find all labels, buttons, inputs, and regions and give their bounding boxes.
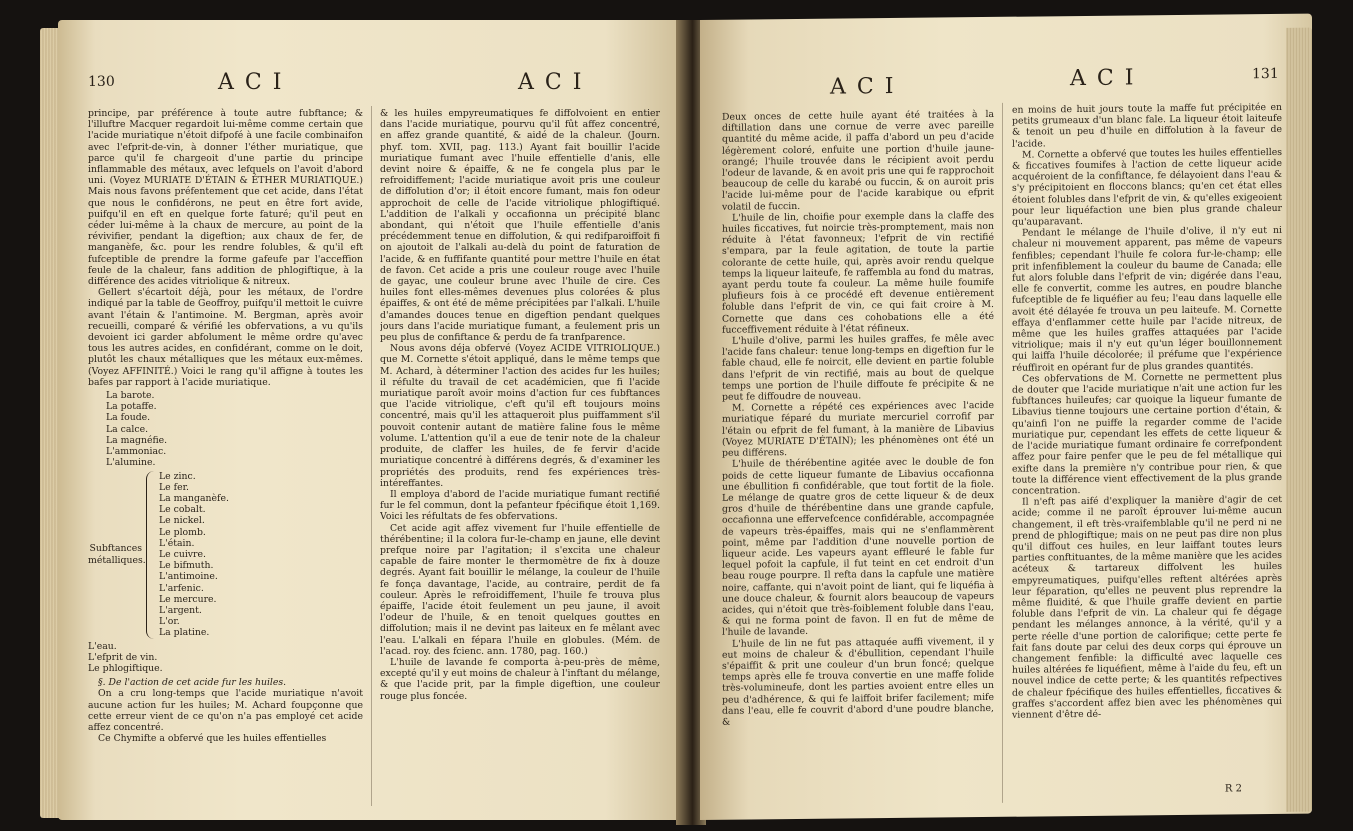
list-item: L'étain. xyxy=(159,537,195,549)
signature-mark: R 2 xyxy=(1224,783,1242,795)
list-item: Le plomb. xyxy=(159,526,206,538)
paragraph: principe, par préférence à toute autre fubftance; & l'illuftre Macquer regardoit lui-même comme certain que l'acide muriatique n'étoit difpofé à une facile combinaifon avec l'efprit-de-vin, à donner l'éther muriatique, que parce qu'il fe chargeoit d'une partie du principe inflammable des métaux, avec lefquels on l'avoit d'abord uni. (Voyez MURIATE D'ÉTAIN & ÉTHER MURIATIQUE.) Mais nous favons préfentement que cet acide, dans l'état que nous le confidérons, ne peut en être fort avide, puifqu'il en eft en quelque forte faturé; qu'il peut en céder lui-même à la chaux de mercure, au point de la révivifier, pendant la digeftion; aux chaux de fer, de manganèfe, &c. pour les rendre folubles, & qu'il eft fufceptible de prendre la forme gafeufe par l'acceffion feule de la chaleur, fans addition de phlogiftique, à la différence des acides vitriolique & nitreux. xyxy=(88,108,363,288)
running-head: A C I xyxy=(830,73,896,100)
running-head: A C I xyxy=(1070,65,1136,92)
page-edges-right xyxy=(1286,28,1312,812)
list-item: Le cobalt. xyxy=(159,504,206,516)
paragraph: Il n'eft pas aifé d'expliquer la manière d'agir de cet acide; comme il ne paroît éprouver lui-même aucun changement, il eft très-vraifemblable qu'il ne perd ni ne prend de phlogiftique; mais on ne peut pas dire non plus qu'il diffout ces huiles, en leur laiffant toutes leurs parties conftituantes, de la même manière que les acides acéteux & tartareux diffolvent les huiles empyreumatiques, puifqu'elles reftent altérées après leur féparation, qu'elles ne peuvent plus reprendre la même fluidité, & que l'huile graffe devient en partie foluble dans l'efprit de vin. La chaleur qui fe dégage pendant les mélanges annonce, à la vérité, qu'il y a perte réelle d'une portion de calorifique; cette perte fe fait fans doute par celui des deux corps qui éprouve un changement fenfible: la difficulté avec laquelle ces huiles altérées fe liquéfient, même à l'aide du feu, eft un nouvel indice de cette perte; & les quantités refpectives de chaleur fpécifique des huiles effentielles, ficcatives & graffes s'accordent affez bien avec les phénomènes qui viennent d'être dé- xyxy=(1012,494,1282,721)
paragraph: M. Cornette a obfervé que toutes les huiles effentielles & ficcatives foumifes à l'action de cette liqueur acide acquéroient de la confiftance, fe délayoient dans l'eau & s'y précipitoient en floccons blancs; qu'en cet état elles étoient folubles dans l'efprit de vin, & qu'elles exigeoient pour leur liquéfaction une bien plus grande chaleur qu'auparavant. xyxy=(1012,146,1282,228)
paragraph: Deux onces de cette huile ayant été traitées à la diftillation dans une cornue de verre avec pareille quantité du même acide, il paffa d'abord un peu d'acide légèrement coloré, enfuite une portion d'huile jaune-orangé; l'huile trouvée dans le récipient avoit perdu l'odeur de lavande, & en avoit pris une qui fe rapprochoit beaucoup de celle du karabé ou fuccin, & on auroit pris l'acide lui-même pour de l'acide karabique ou efprit volatil de fuccin. xyxy=(722,108,994,213)
paragraph: Pendant le mélange de l'huile d'olive, il n'y eut ni chaleur ni mouvement apparent, pas même de vapeurs fenfibles; cependant l'huile fe colora fur-le-champ; elle prit infenfiblement la couleur du baume de Canada; elle fut alors foluble dans l'efprit de vin; digérée dans l'eau, elle fe convertit, comme les autres, en poudre blanche fufceptible de fe liquéfier au feu; l'eau dans laquelle elle avoit été délayée fe trouva un peu laiteufe. M. Cornette effaya d'enflammer cette huile par l'acide nitreux, de même que les huiles graffes attaquées par l'acide vitriolique; mais il n'y eut qu'un léger bouillonnement qui laiffa l'huile décolorée; il préfume que l'expérience réuffiroit en opérant fur de plus grandes quantités. xyxy=(1012,225,1282,374)
right-page xyxy=(700,14,1312,820)
text-column-right xyxy=(380,108,660,808)
paragraph: L'huile de lavande fe comporta à-peu-près de même, excepté qu'il y eut moins de chaleur à l'inftant du mélange, & que l'acide prit, par la fimple digeftion, une couleur rouge plus foncée. xyxy=(380,656,660,702)
list-item: Le zinc. xyxy=(159,470,196,482)
list-item: L'antimoine. xyxy=(159,571,218,583)
list-item: Le phlogiftique. xyxy=(88,662,163,674)
bases-list-bottom xyxy=(88,641,363,675)
brace-label: Subftances métalliques. xyxy=(88,543,146,566)
list-item: L'argent. xyxy=(159,604,202,616)
list-item: Le fer. xyxy=(159,481,189,493)
text-column-right xyxy=(1012,102,1282,795)
paragraph: Gellert s'écartoit déjà, pour les métaux, de l'ordre indiqué par la table de Geoffroy, puifqu'il mettoit le cuivre avant l'étain & l'antimoine. M. Bergman, après avoir recueilli, comparé & vérifié les obfervations, a vu qu'ils devoient ici garder abfolument le même ordre qu'avec tous les autres acides, en confidérant, comme on le doit, plutôt les chaux métalliques que les métaux eux-mêmes. (Voyez AFFINITÉ.) Voici le rang qu'il affigne à toutes les bafes par rapport à l'acide muriatique. xyxy=(88,287,363,388)
paragraph: L'huile d'olive, parmi les huiles graffes, fe mêle avec l'acide fans chaleur: tenue long-temps en digeftion fur le fable chaud, elle fe noircit, elle devient en partie foluble dans l'efprit de vin rectifié, mais au bout de quelque temps une portion de l'huile diffoute fe précipite & ne peut fe diffoudre de nouveau. xyxy=(722,332,994,403)
metals-list xyxy=(159,471,229,639)
paragraph: Nous avons déja obfervé (Voyez ACIDE VITRIOLIQUE.) que M. Cornette s'étoit appliqué, dans le même temps que M. Achard, à déterminer l'action des acides fur les huiles; il réfulte du travail de cet académicien, que fi l'acide muriatique paroît avoir moins d'action fur ces fubftances que l'acide vitriolique, c'eft qu'il eft toujours moins concentré, mais qu'il les attaqueroit plus puiffamment s'il pouvoit contenir autant de matière faline fous le même volume. L'attention qu'il a eue de tenir note de la chaleur produite, de claffer les huiles, de fe fervir d'acide muriatique concentré à différens degrés, & d'examiner les propriétés des produits, rend fes expériences très-intéreffantes. xyxy=(380,343,660,489)
page-number: 130 xyxy=(88,74,115,90)
list-item: Le cuivre. xyxy=(159,548,206,560)
column-rule xyxy=(371,106,372,806)
list-item: L'efprit de vin. xyxy=(88,651,158,663)
list-item: L'alumine. xyxy=(106,457,156,469)
running-head: A C I xyxy=(218,70,284,95)
list-item: Le mercure. xyxy=(159,593,217,605)
paragraph: L'huile de thérébentine agitée avec le double de fon poids de cette liqueur fumante de Libavius occafionna une ébullition fi confidérable, que tout fortit de la fiole. Le mélange de quatre gros de cette liqueur & de deux gros d'huile de thérébentine dans une grande capfule, occafionna une effervefcence confidérable, accompagnée de vapeurs très-épaiffes, mais qui ne s'enflammèrent point, même par l'addition d'une nouvelle portion de liqueur acide. Les vapeurs ayant effleuré le fable fur lequel pofoit la capfule, il fut teint en cet endroit d'un beau rouge pourpre. Il refta dans la capfule une matière noire, caffante, qui n'avoit point de liant, qui fe liquéfia à une douce chaleur, & fournit alors beaucoup de vapeurs acides, qui n'étoit que très-foiblement foluble dans l'eau, & qui ne forma point de favon. Il en fut de même de l'huile de lavande. xyxy=(722,456,994,639)
list-item: La barote. xyxy=(106,390,155,402)
paragraph: en moins de huit jours toute la maffe fut précipitée en petits grumeaux d'un blanc fale. La liqueur étoit laiteufe & tenoit un peu d'huile en diffolution à la faveur de l'acide. xyxy=(1012,101,1282,150)
paragraph: L'huile de lin ne fut pas attaquée auffi vivement, il y eut moins de chaleur & d'ébullition, cependant l'huile s'épaiffit & prit une couleur d'un brun foncé; quelque temps après elle fe trouva convertie en une maffe folide très-volumineufe, dont les parties avoient entre elles un peu d'adhérence, & qui fe laiffoit brifer facilement; mife dans l'eau, elle fe couvrit d'abord d'une poudre blanche, & xyxy=(722,635,994,728)
list-item: L'eau. xyxy=(88,640,117,652)
paragraph: Cet acide agit affez vivement fur l'huile effentielle de thérébentine; il la colora fur-le-champ en jaune, elle devint prefque noire par l'agitation; il s'excita une chaleur capable de faire monter le thermomètre de fix à douze degrés. Ayant fait bouillir le mélange, la couleur de l'huile fe fonça davantage, l'acide, au contraire, perdit de fa couleur. Après le refroidiffement, l'huile fe trouva plus épaiffe, l'acide étoit feulement un peu jaune, il avoit l'odeur de l'huile, & en tenoit quelques gouttes en diffolution; mais il ne devint pas laiteux en fe mêlant avec l'eau. L'alkali en fépara l'huile en globules. (Mém. de l'acad. roy. des fcienc. ann. 1780, pag. 160.) xyxy=(380,522,660,657)
open-book xyxy=(40,20,1330,828)
list-item: L'arfenic. xyxy=(159,582,204,594)
paragraph: & les huiles empyreumatiques fe diffolvoient en entier dans l'acide muriatique, pourvu qu'il fût affez concentré, en affez grande quantité, & aidé de la chaleur. (Journ. phyf. tom. XVII, pag. 113.) Ayant fait bouillir l'acide muriatique fumant avec l'huile effentielle d'anis, elle devint noire & épaiffe, & ne fe congela plus par le refroidiffement; l'acide muriatique avoit pris une couleur de diffolution d'or; il étoit encore fumant, mais fon odeur approchoit de celle de l'acide vitriolique phlogiftiqué. L'addition de l'alkali y occafionna un précipité blanc abondant, qui n'étoit que l'huile effentielle d'anis précédemment tenue en diffolution, & qui redifparoiffoit fi on ajoutoit de l'alkali au-delà du point de faturation de l'acide, & en fuffifante quantité pour mettre l'huile en état de favon. Cet acide a pris une couleur rouge avec l'huile de gayac, une couleur brune avec l'huile de cire. Ces huiles font elles-mêmes devenues plus colorées & plus épaiffes, & ont été de même précipitées par l'alkali. L'huile d'amandes douces tenue en digeftion pendant quelques jours dans l'acide muriatique fumant, a feulement pris un peu plus de confiftance & perdu de fa tranfparence. xyxy=(380,108,660,344)
curly-brace xyxy=(146,471,155,639)
paragraph: Ces obfervations de M. Cornette ne permettent plus de douter que l'acide muriatique n'ait une action fur les fubftances huileufes; car quoique la liqueur fumante de Libavius tienne toujours une certaine portion d'étain, & qu'ainfi l'on ne puiffe la regarder comme de l'acide muriatique pur, cependant les effets de cette liqueur & de l'acide muriatique fumant ordinaire fe correfpondent affez pour faire penfer que le peu de fel métallique qui exifte dans la première n'y contribue pour rien, & que toute la différence vient effectivement de la plus grande concentration. xyxy=(1012,370,1282,497)
paragraph: On a cru long-temps que l'acide muriatique n'avoit aucune action fur les huiles; M. Achard foupçonne que cette erreur vient de ce qu'on n'a pas employé cet acide affez concentré. xyxy=(88,688,363,733)
bases-list-top xyxy=(106,390,363,468)
paragraph: Il employa d'abord de l'acide muriatique fumant rectifié fur le fel commun, dont la pefanteur fpécifique étoit 1,169. Voici les réfultats de fes obfervations. xyxy=(380,488,660,523)
metals-brace-group xyxy=(88,471,363,639)
text-column-left xyxy=(722,109,994,812)
left-page xyxy=(58,20,680,820)
list-item: Le nickel. xyxy=(159,515,205,527)
list-item: La calce. xyxy=(106,423,149,435)
text-column-left xyxy=(88,108,363,808)
page-number: 131 xyxy=(1252,65,1279,83)
list-item: La magnéfie. xyxy=(106,434,168,446)
list-item: La foude. xyxy=(106,412,151,424)
list-item: L'or. xyxy=(159,616,180,628)
list-item: Le bifmuth. xyxy=(159,560,214,572)
list-item: La potaffe. xyxy=(106,401,157,413)
paragraph: L'huile de lin, choifie pour exemple dans la claffe des huiles ficcatives, fut noircie très-promptement, mais non réduite à l'état favonneux; l'efprit de vin rectifié s'empara, par la feule agitation, de toute la partie colorante de cette huile, qui, après avoir rendu quelque temps la liqueur laiteufe, fe raffembla au fond du matras, ayant perdu toute fa couleur. La même huile foumife plufieurs fois à ce procédé eft devenue entièrement foluble dans l'efprit de vin, ce qui fait croire à M. Cornette que dans ces cohobations elle a été fucceffivement réduite à l'état réfineux. xyxy=(722,209,994,336)
list-item: La manganèfe. xyxy=(159,492,229,504)
paragraph: Ce Chymifte a obfervé que les huiles effentielles xyxy=(98,733,327,745)
running-head: A C I xyxy=(518,70,584,95)
paragraph: M. Cornette a répété ces expériences avec l'acide muriatique féparé du muriate mercuriel corrofif par l'étain ou efprit de fel fumant, à la manière de Libavius (Voyez MURIATE D'ÉTAIN); les phénomènes ont été un peu différens. xyxy=(722,400,994,459)
column-rule xyxy=(1002,103,1003,803)
section-heading: §. De l'action de cet acide fur les huiles. xyxy=(98,677,287,689)
list-item: La platine. xyxy=(159,627,210,639)
list-item: L'ammoniac. xyxy=(106,446,167,458)
